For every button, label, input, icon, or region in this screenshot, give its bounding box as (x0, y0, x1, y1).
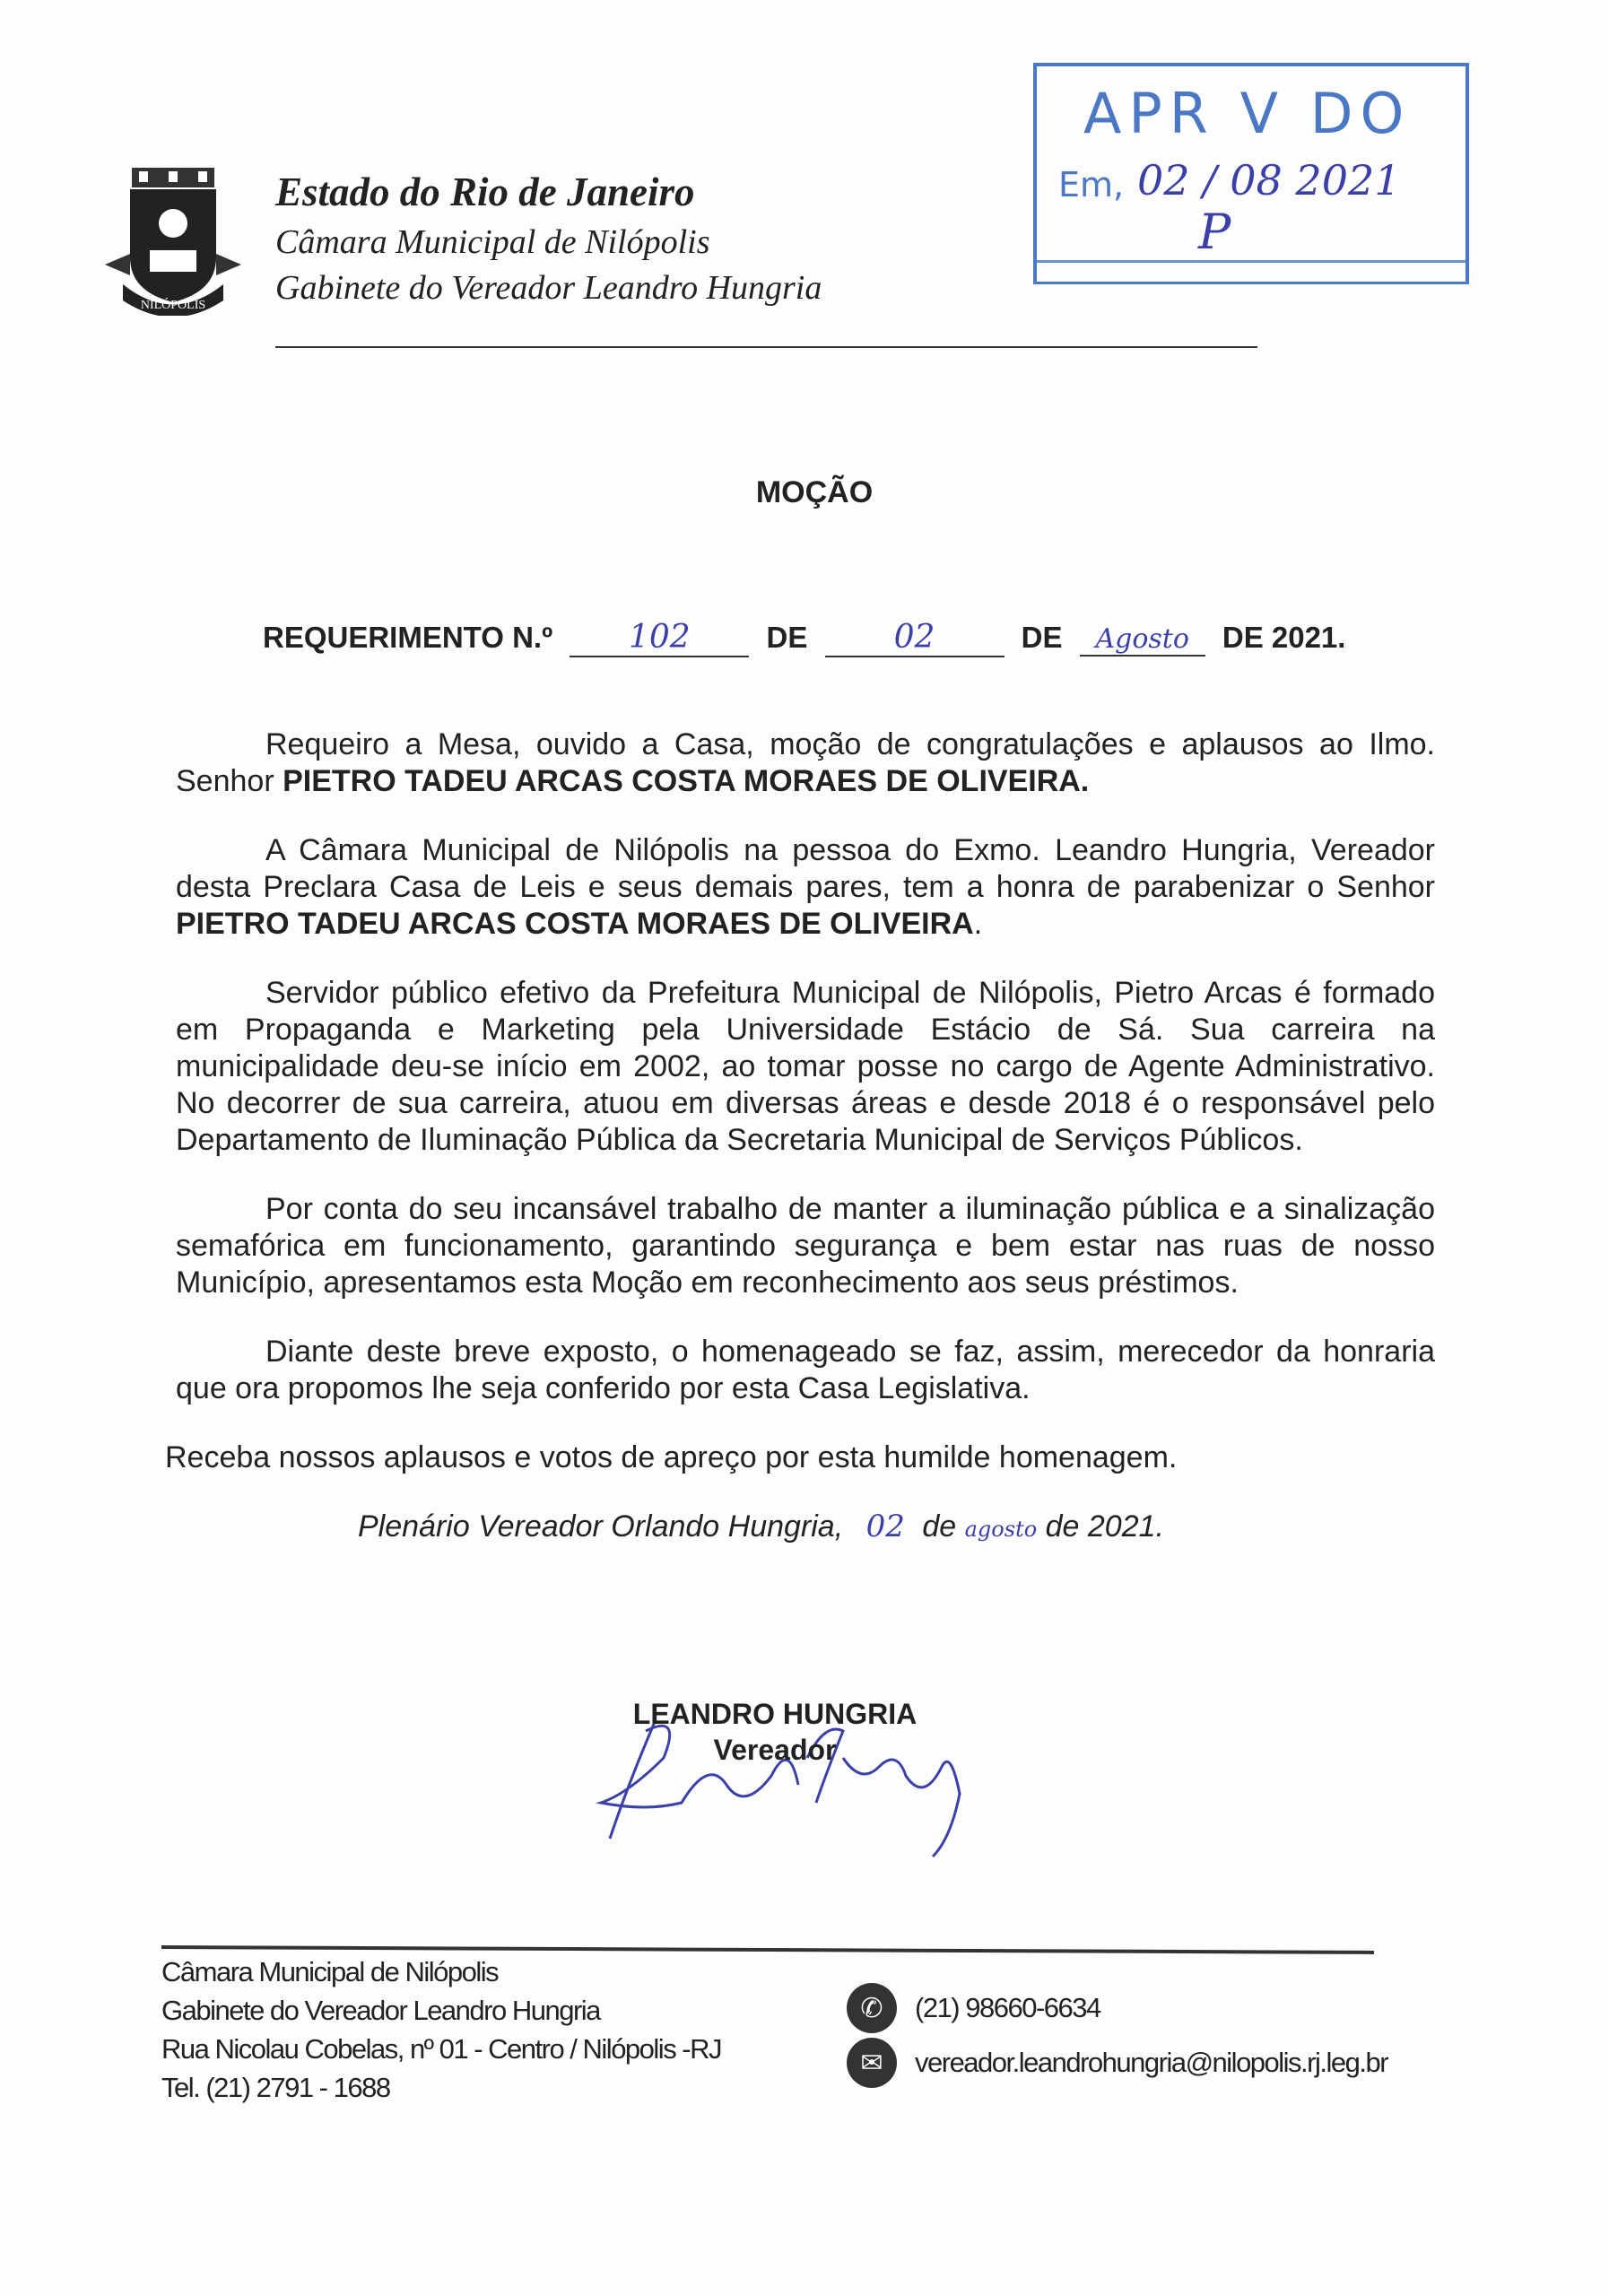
stamp-handwritten-date: 02 / 08 2021 (1137, 156, 1401, 204)
footer-address: Rua Nicolau Cobelas, nº 01 - Centro / Nilópolis -RJ (161, 2033, 722, 2065)
closing-year: de 2021. (1045, 1509, 1164, 1544)
envelope-icon: ✉ (847, 2038, 897, 2088)
paragraph-congratulation (176, 832, 1435, 943)
footer-mobile: (21) 98660-6634 (915, 1992, 1100, 2023)
header-divider (275, 346, 1257, 348)
stamp-divider (1037, 260, 1465, 263)
footer-office: Gabinete do Vereador Leandro Hungria (161, 1995, 600, 2026)
paragraph-text: . (973, 907, 983, 941)
closing-day: 02 (865, 1509, 905, 1544)
header-chamber: Câmara Municipal de Nilópolis (275, 223, 710, 261)
requirement-day: 02 (825, 619, 1005, 657)
closing-de: de (922, 1509, 957, 1544)
approved-stamp (1033, 63, 1469, 284)
paragraph-biography: Servidor público efetivo da Prefeitura Municipal de Nilópolis, Pietro Arcas é formado em Propaganda e Marketing pela Universidade Estácio de Sá. Sua carreira na municipalidade deu-se início em 2002, ao tomar posse no cargo de Agente Administrativo. No decorrer de sua carreira, atuou em diversas áreas e desde 2018 é o responsável pelo Departamento de Iluminação Pública da Secretaria Municipal de Serviços Públicos. (176, 976, 1435, 1157)
header-state: Estado do Rio de Janeiro (275, 170, 695, 214)
requirement-label: REQUERIMENTO N.º (263, 621, 553, 654)
requirement-month: Agosto (1080, 623, 1205, 657)
stamp-title: APR V DO (1083, 81, 1412, 146)
paragraph-merit: Diante deste breve exposto, o homenageado se faz, assim, merecedor da honraria que ora propomos lhe seja conferido por esta Casa Legislativa. (176, 1335, 1435, 1405)
footer-telephone: Tel. (21) 2791 - 1688 (161, 2072, 390, 2103)
header-office: Gabinete do Vereador Leandro Hungria (275, 269, 822, 307)
document-body (165, 726, 1435, 1768)
closing-place: Plenário Vereador Orlando Hungria, (358, 1509, 844, 1544)
whatsapp-icon: ✆ (847, 1983, 897, 2033)
stamp-initial: P (1198, 204, 1231, 260)
footer-chamber: Câmara Municipal de Nilópolis (161, 1956, 499, 1987)
municipal-crest-logo (105, 168, 241, 316)
requirement-line (263, 619, 1345, 657)
paragraph-text: Requeiro a Mesa, ouvido a Casa, moção de congratulações e aplausos ao Ilmo. Senhor (176, 727, 1435, 798)
honoree-name: PIETRO TADEU ARCAS COSTA MORAES DE OLIVEIRA. (283, 764, 1090, 798)
paragraph-recognition: Por conta do seu incansável trabalho de manter a iluminação pública e a sinalização semafórica em funcionamento, garantindo segurança e bem estar nas ruas de nosso Município, apresentamos esta Moção em reconhecimento aos seus préstimos. (176, 1192, 1435, 1300)
footer-divider (161, 1945, 1374, 1954)
footer-email: vereador.leandrohungria@nilopolis.rj.leg.br (915, 2047, 1388, 2078)
paragraph-request (176, 726, 1435, 800)
stamp-em-label: Em, (1058, 165, 1125, 204)
closing-line (358, 1509, 1435, 1548)
signatory-role: Vereador (713, 1734, 837, 1766)
honoree-name: PIETRO TADEU ARCAS COSTA MORAES DE OLIVEIRA (176, 907, 974, 941)
requirement-year: DE 2021. (1222, 621, 1346, 654)
logo-ribbon-text: NILÓPOLIS (140, 299, 206, 312)
requirement-de1: DE (766, 621, 808, 654)
closing-month: agosto (964, 1517, 1038, 1542)
signatory-name: LEANDRO HUNGRIA (632, 1698, 918, 1730)
requirement-de2: DE (1021, 621, 1063, 654)
requirement-number: 102 (570, 619, 749, 657)
document-title: MOÇÃO (755, 475, 874, 509)
paragraph-text: A Câmara Municipal de Nilópolis na pessoa do Exmo. Leandro Hungria, Vereador desta Preclara Casa de Leis e seus demais pares, tem a honra de parabenizar o Senhor (176, 833, 1435, 904)
paragraph-applause: Receba nossos aplausos e votos de apreço por esta humilde homenagem. (165, 1440, 1178, 1474)
